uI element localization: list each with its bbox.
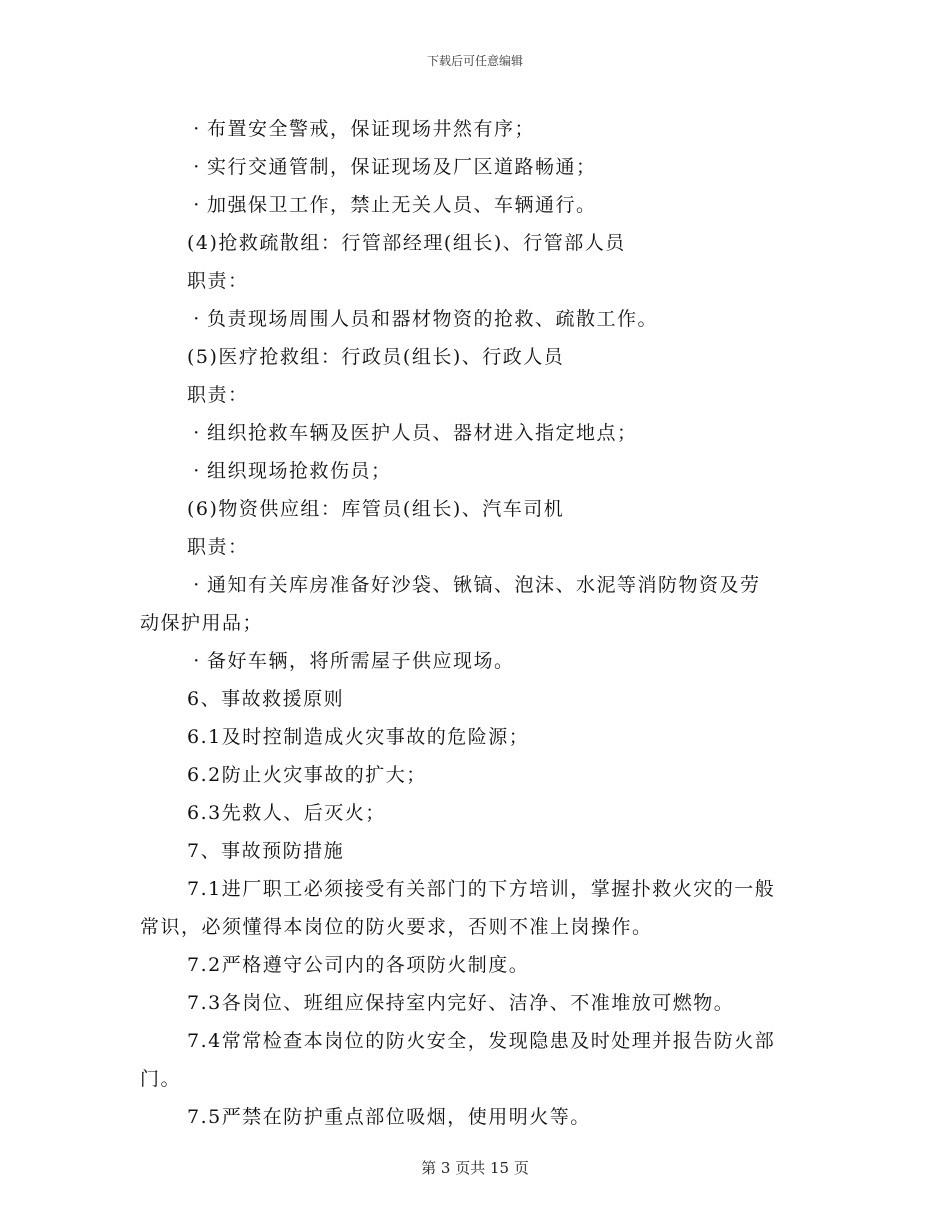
paragraph-line [140,604,820,642]
paragraph-line [140,1098,820,1136]
bullet-marker: · [193,118,201,140]
line-text: 负责现场周围人员和器材物资的抢救、疏散工作。 [207,308,659,330]
page-header: 下载后可任意编辑 [426,54,523,68]
paragraph-line [140,376,820,414]
document-body [140,110,820,1136]
line-text: 通知有关库房准备好沙袋、锹镐、泡沫、水泥等消防物资及劳 [207,574,761,596]
paragraph-line [140,566,820,604]
paragraph-line [140,262,820,300]
line-text: 7.1进厂职工必须接受有关部门的下方培训，掌握扑救火灾的一般 [187,878,776,900]
paragraph-line [140,642,820,680]
bullet-marker: · [193,156,201,178]
line-text: 7.3各岗位、班组应保持室内完好、洁净、不准堆放可燃物。 [187,992,735,1014]
line-text: 6、事故救援原则 [187,688,345,710]
line-text: (5)医疗抢救组：行政员(组长)、行政人员 [187,346,565,368]
paragraph-line [140,300,820,338]
line-text: (6)物资供应组：库管员(组长)、汽车司机 [187,498,565,520]
line-text: 门。 [140,1068,182,1090]
paragraph-line [140,946,820,984]
line-text: 职责： [187,270,249,292]
bullet-marker: · [193,422,201,444]
paragraph-line [140,110,820,148]
paragraph-line [140,148,820,186]
bullet-marker: · [193,308,201,330]
bullet-marker: · [193,574,201,596]
line-text: 7.5严禁在防护重点部位吸烟，使用明火等。 [187,1106,591,1128]
paragraph-line [140,794,820,832]
paragraph-line [140,338,820,376]
paragraph-line [140,984,820,1022]
bullet-marker: · [193,650,201,672]
line-text: 加强保卫工作，禁止无关人员、车辆通行。 [207,194,597,216]
line-text: 7.4常常检查本岗位的防火安全，发现隐患及时处理并报告防火部 [187,1030,776,1052]
line-text: 6.2防止火灾事故的扩大； [187,764,427,786]
paragraph-line [140,414,820,452]
paragraph-line [140,528,820,566]
paragraph-line [140,1022,820,1060]
line-text: 6.1及时控制造成火灾事故的危险源； [187,726,530,748]
paragraph-line [140,756,820,794]
line-text: 职责： [187,384,249,406]
line-text: 实行交通管制，保证现场及厂区道路畅通； [207,156,597,178]
paragraph-line [140,490,820,528]
page-footer: 第 3 页共 15 页 [421,1159,529,1177]
paragraph-line [140,224,820,262]
line-text: 职责： [187,536,249,558]
line-text: 6.3先救人、后灭火； [187,802,386,824]
paragraph-line [140,452,820,490]
line-text: 常识，必须懂得本岗位的防火要求，否则不准上岗操作。 [140,916,653,938]
line-text: 组织抢救车辆及医护人员、器材进入指定地点； [207,422,638,444]
paragraph-line [140,680,820,718]
line-text: 组织现场抢救伤员； [207,460,392,482]
line-text: (4)抢救疏散组：行管部经理(组长)、行管部人员 [187,232,626,254]
line-text: 7、事故预防措施 [187,840,345,862]
paragraph-line [140,718,820,756]
paragraph-line [140,832,820,870]
line-text: 备好车辆，将所需屋子供应现场。 [207,650,515,672]
line-text: 7.2严格遵守公司内的各项防火制度。 [187,954,530,976]
paragraph-line [140,870,820,908]
bullet-marker: · [193,194,201,216]
line-text: 布置安全警戒，保证现场井然有序； [207,118,536,140]
paragraph-line [140,186,820,224]
line-text: 动保护用品； [140,612,264,634]
paragraph-line [140,908,820,946]
paragraph-line [140,1060,820,1098]
bullet-marker: · [193,460,201,482]
